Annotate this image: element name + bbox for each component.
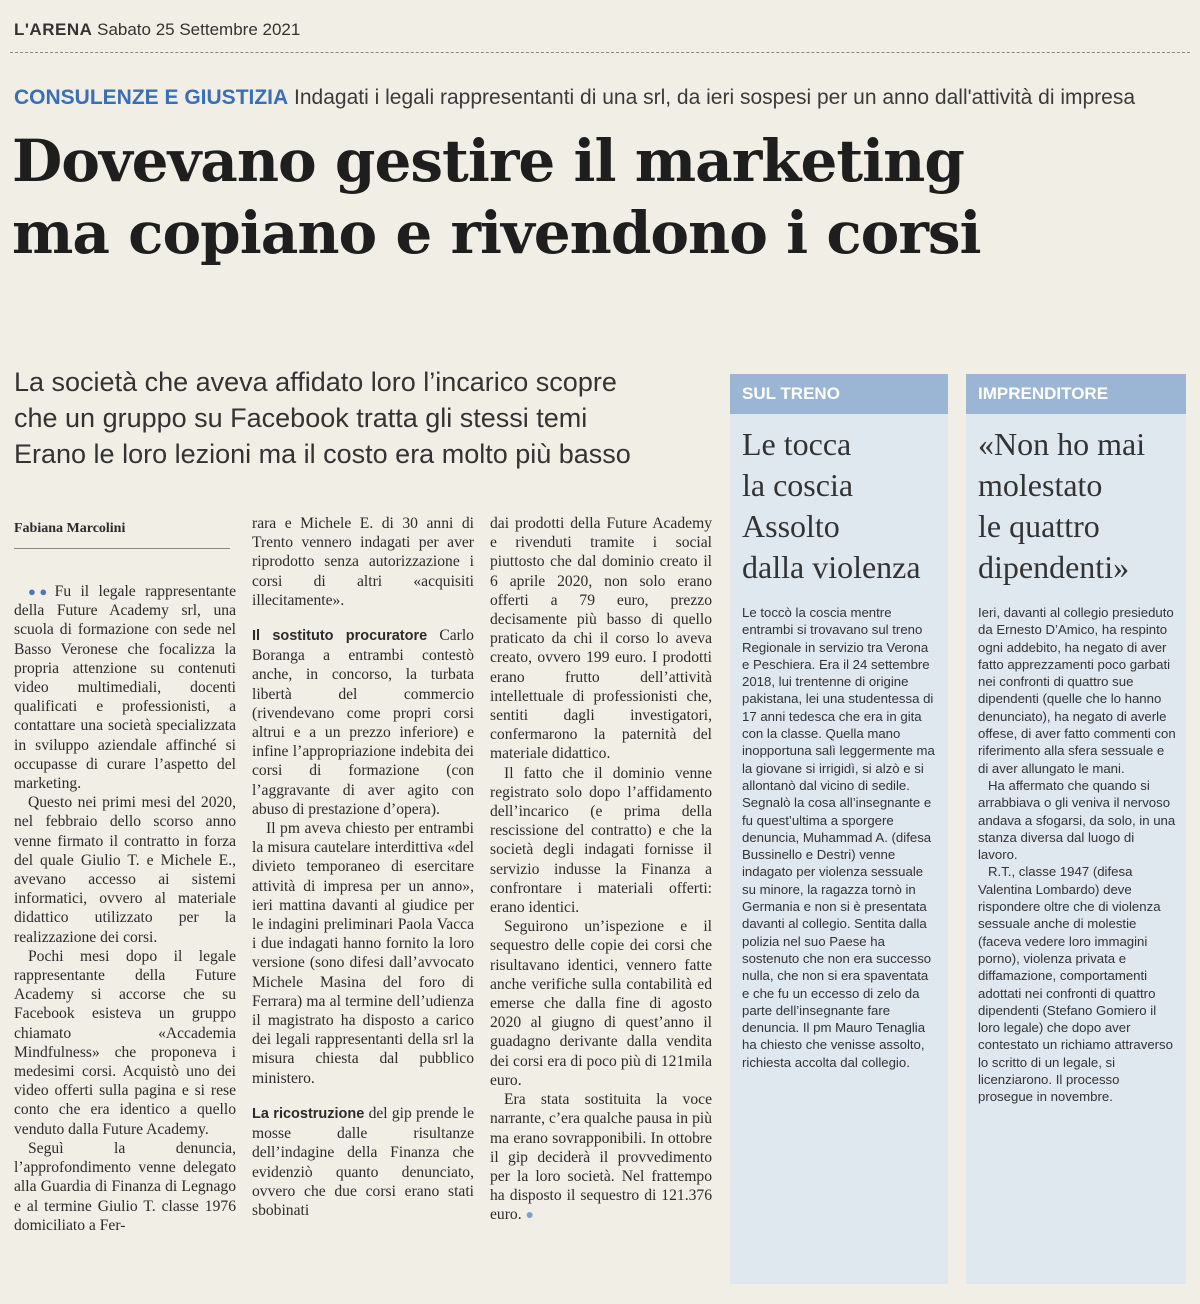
lead-marker: ●● bbox=[28, 584, 51, 599]
subheading: Il sostituto procuratore bbox=[252, 628, 428, 645]
article-column-1 bbox=[14, 582, 236, 1235]
headline-line-2: ma copiano e rivendono i corsi bbox=[12, 199, 981, 267]
end-marker: ● bbox=[525, 1208, 534, 1224]
byline: Fabiana Marcolini bbox=[14, 521, 126, 536]
headline-line-1: Dovevano gestire il marketing bbox=[12, 127, 964, 195]
sidebar-label: SUL TRENO bbox=[730, 374, 948, 414]
paragraph: rara e Michele E. di 30 anni di Trento vennero indagati per aver riprodotto senza autorizzazione i corsi di altri «acquisiti illecitamente». bbox=[252, 515, 474, 609]
paragraph: dai prodotti della Future Academy e rivenduti tramite i social piuttosto che dal dominio creato il 6 aprile 2020, non solo erano offerti a 79 euro, prezzo decisamente più basso di quello praticato da chi il corso lo aveva creato, ovvero 199 euro. I prodotti erano frutto dell’attività intellettuale di professionisti che, sentiti dagli investigatori, confermarono la paternità del materiale didattico. bbox=[490, 515, 712, 763]
headline bbox=[12, 125, 981, 269]
paragraph: Il sostituto procuratore Carlo Boranga a entrambi contestò anche, in concorso, la turbata libertà del commercio (rivendevano come propri corsi altrui e a un prezzo inferiore) e infine l’appropriazione indebita dei corsi di formazione (con l’aggravante di aver agito con abuso di prestazione d’opera). bbox=[252, 627, 474, 818]
issue-date: Sabato 25 Settembre 2021 bbox=[97, 20, 301, 39]
newspaper-name: L'ARENA bbox=[14, 20, 93, 39]
byline-divider bbox=[14, 548, 230, 549]
paragraph: Le toccò la coscia mentre entrambi si trovavano sul treno Regionale in servizio tra Verona e Peschiera. Era il 24 settembre 2018, lui trentenne di origine pakistana, lei una studentessa di 17 anni tedesca che era in gita con la classe. Quella mano inopportuna salì leggermente ma la giovane si irrigidì, si alzò e si allontanò dal vicino di sedile. Segnalò la cosa all’insegnante e fu quest’ultima a sporgere denuncia, Muhammad A. (difesa Bussinello e Destri) venne indagato per violenza sessuale su minore, la ragazza tornò in Germania e non si è presentata davanti al collegio. Sentita dalla polizia nel suo Paese ha sostenuto che non era successo nulla, che non si era spaventata e che fu un eccesso di zelo da parte dell’insegnante fare denuncia. Il pm Mauro Tenaglia ha chiesto che venisse assolto, richiesta accolta dal collegio. bbox=[742, 605, 935, 1070]
paragraph: Era stata sostituita la voce narrante, c’era qualche pausa in più ma erano sovrapponibili. In ottobre il gip deciderà il provvedimento per la loro società. Nel frattempo ha disposto il sequestro di 121.376 euro. ● bbox=[490, 1091, 712, 1224]
paragraph: Ieri, davanti al collegio presieduto da Ernesto D’Amico, ha respinto ogni addebito, ha negato di aver fatto apprezzamenti poco garbati nei confronti di quattro sue dipendenti (quelle che lo hanno denunciato), ha negato di averle offese, di aver fatto commenti con riferimento alla sfera sessuale e di aver allungato le mani. bbox=[978, 605, 1176, 776]
subhead-line-3: Erano le loro lezioni ma il costo era molto più basso bbox=[14, 439, 631, 469]
masthead-divider bbox=[10, 52, 1190, 53]
sidebar-title: «Non ho mai molestato le quattro dipendenti» bbox=[978, 426, 1146, 585]
paragraph: Il fatto che il dominio venne registrato solo dopo l’affidamento dell’incarico (e prima della rescissione del contratto) e che la società degli indagati fornisse il servizio indusse la Finanza a confrontare i materiali offerti: erano identici. bbox=[490, 764, 712, 917]
paragraph: Questo nei primi mesi del 2020, nel febbraio dello scorso anno venne firmato il contratto in forza del quale Giulio T. e Michele E., avevano accesso ai sistemi informatici, ovvero al materiale didattico utilizzato per la realizzazione dei corsi. bbox=[14, 794, 236, 946]
subhead-line-1: La società che aveva affidato loro l’incarico scopre bbox=[14, 367, 617, 397]
article-column-3 bbox=[490, 514, 712, 1226]
section-tag: CONSULENZE E GIUSTIZIA bbox=[14, 86, 289, 109]
subheading: La ricostruzione bbox=[252, 1105, 365, 1122]
paragraph: Seguì la denuncia, l’approfondimento venne delegato alla Guardia di Finanza di Legnago e al termine Giulio T. classe 1976 domiciliato a Fer- bbox=[14, 1139, 236, 1234]
paragraph: R.T., classe 1947 (difesa Valentina Lombardo) deve rispondere oltre che di violenza sessuale anche di molestie (faceva vedere loro immagini porno), violenza privata e diffamazione, comportamenti adottati nei confronti di quattro dipendenti (Stefano Gomiero il loro legale) che dopo aver contestato un richiamo attraverso lo scritto di un legale, si licenziarono. Il processo prosegue in novembre. bbox=[978, 864, 1173, 1105]
paragraph: Seguirono un’ispezione e il sequestro delle copie dei corsi che risultavano identici, vennero fatte anche verifiche sulla contabilità ed emerse che dalla fine di agosto 2020 al giugno di quest’anno il guadagno derivante dalla vendita dei corsi era di poco più di 121mila euro. bbox=[490, 918, 712, 1089]
kicker-text: Indagati i legali rappresentanti di una srl, da ieri sospesi per un anno dall'attività di impresa bbox=[294, 86, 1136, 109]
sidebar-sul-treno bbox=[730, 374, 948, 1284]
sidebar-body bbox=[730, 604, 948, 1071]
paragraph: La ricostruzione del gip prende le mosse dalle risultanze dell’indagine della Finanza che evidenziò quanto denunciato, ovvero che due corsi erano stati sbobinati bbox=[252, 1104, 474, 1219]
sidebar-title: Le tocca la coscia Assolto dalla violenza bbox=[742, 426, 921, 585]
kicker bbox=[14, 86, 1135, 110]
paragraph: Ha affermato che quando si arrabbiava o gli veniva il nervoso andava a sfogarsi, da solo, in una stanza diversa dal luogo di lavoro. bbox=[978, 777, 1176, 863]
paragraph: ●● Fu il legale rappresentante della Future Academy srl, una scuola di formazione con sede nel Basso Veronese che focalizza la propria attenzione su contenuti video multimediali, docenti qualificati e professionisti, a contattare una società specializzata in sviluppo aziendale affinché si occupasse di curare l’aspetto del marketing. bbox=[14, 583, 236, 793]
masthead bbox=[14, 20, 300, 40]
sidebar-body bbox=[966, 604, 1186, 1106]
article-column-2 bbox=[252, 514, 474, 1220]
subhead-line-2: che un gruppo su Facebook tratta gli stessi temi bbox=[14, 403, 588, 433]
subheadline bbox=[14, 364, 714, 472]
paragraph: Pochi mesi dopo il legale rappresentante della Future Academy si accorse che su Facebook esisteva un gruppo chiamato «Accademia Mindfulness» che proponeva i medesimi corsi. Acquistò uno dei video offerti sulla pagina e si rese conto che era identico a quello venduto dalla Future Academy. bbox=[14, 947, 236, 1138]
sidebar-label: IMPRENDITORE bbox=[966, 374, 1186, 414]
sidebar-imprenditore bbox=[966, 374, 1186, 1284]
paragraph: Il pm aveva chiesto per entrambi la misura cautelare interdittiva «del divieto temporaneo di esercitare attività di impresa per un anno», ieri mattina davanti al giudice per le indagini preliminari Paola Vacca i due indagati hanno fornito la loro versione (sono difesi dall’avvocato Michele Masina del foro di Ferrara) ma al termine dell’udienza il magistrato ha disposto a carico dei legali rappresentanti della srl la misura chiesta dal pubblico ministero. bbox=[252, 820, 474, 1087]
